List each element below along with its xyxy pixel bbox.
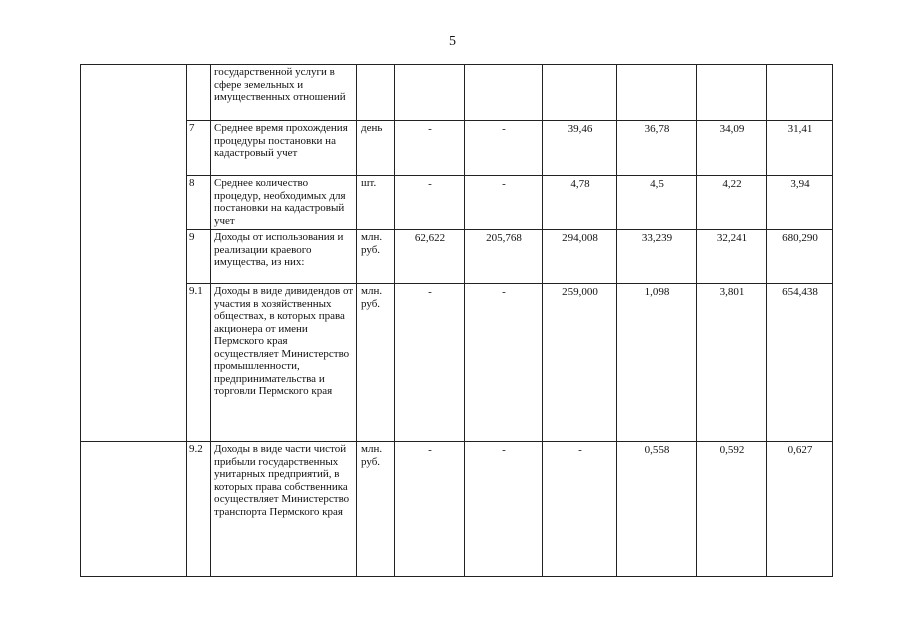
row-unit: шт. [357, 176, 395, 230]
table-row [81, 65, 833, 121]
value-cell: - [395, 121, 465, 176]
value-cell: - [465, 176, 543, 230]
value-cell: - [395, 176, 465, 230]
value-cell: 1,098 [617, 284, 697, 442]
value-cell [767, 65, 833, 121]
value-cell: 39,46 [543, 121, 617, 176]
row-name: Доходы в виде дивидендов от участия в хозяйственных обществах, в которых права акционера от имени Пермского края осуществляет Министерство промышленности, предпринимательства и торговли Пермского края [211, 284, 357, 442]
row-name: Доходы от использования и реализации краевого имущества, из них: [211, 230, 357, 284]
row-unit: млн. руб. [357, 442, 395, 577]
value-cell [395, 65, 465, 121]
value-cell [543, 65, 617, 121]
value-cell: 34,09 [697, 121, 767, 176]
value-cell: 0,627 [767, 442, 833, 577]
value-cell: - [395, 284, 465, 442]
value-cell: 654,438 [767, 284, 833, 442]
page-number: 5 [449, 34, 456, 49]
value-cell: 680,290 [767, 230, 833, 284]
left-blank-cell [81, 442, 187, 577]
row-code [187, 65, 211, 121]
value-cell: - [465, 121, 543, 176]
row-unit [357, 65, 395, 121]
value-cell [465, 65, 543, 121]
row-code: 9.2 [187, 442, 211, 577]
table-row [81, 442, 833, 577]
value-cell: 4,5 [617, 176, 697, 230]
row-unit: день [357, 121, 395, 176]
row-unit: млн. руб. [357, 230, 395, 284]
value-cell: - [465, 442, 543, 577]
value-cell: 3,801 [697, 284, 767, 442]
value-cell: - [543, 442, 617, 577]
value-cell: 33,239 [617, 230, 697, 284]
row-code: 7 [187, 121, 211, 176]
value-cell: 259,000 [543, 284, 617, 442]
value-cell: 3,94 [767, 176, 833, 230]
value-cell [697, 65, 767, 121]
row-code: 8 [187, 176, 211, 230]
table-row [81, 284, 833, 442]
value-cell: 4,22 [697, 176, 767, 230]
value-cell: 36,78 [617, 121, 697, 176]
left-blank-cell [81, 65, 187, 442]
value-cell: 31,41 [767, 121, 833, 176]
value-cell: - [395, 442, 465, 577]
row-name: государственной услуги в сфере земельных и имущественных отношений [211, 65, 357, 121]
value-cell: 294,008 [543, 230, 617, 284]
indicators-table [80, 64, 833, 577]
row-name: Среднее время прохождения процедуры постановки на кадастровый учет [211, 121, 357, 176]
table-row [81, 176, 833, 230]
table-row [81, 121, 833, 176]
row-name: Доходы в виде части чистой прибыли государственных унитарных предприятий, в которых права собственника осуществляет Министерство транспорта Пермского края [211, 442, 357, 577]
value-cell: 0,558 [617, 442, 697, 577]
value-cell: - [465, 284, 543, 442]
row-code: 9.1 [187, 284, 211, 442]
value-cell: 32,241 [697, 230, 767, 284]
row-unit: млн. руб. [357, 284, 395, 442]
table-row [81, 230, 833, 284]
row-name: Среднее количество процедур, необходимых для постановки на кадастровый учет [211, 176, 357, 230]
value-cell: 0,592 [697, 442, 767, 577]
value-cell: 205,768 [465, 230, 543, 284]
value-cell [617, 65, 697, 121]
value-cell: 62,622 [395, 230, 465, 284]
value-cell: 4,78 [543, 176, 617, 230]
row-code: 9 [187, 230, 211, 284]
